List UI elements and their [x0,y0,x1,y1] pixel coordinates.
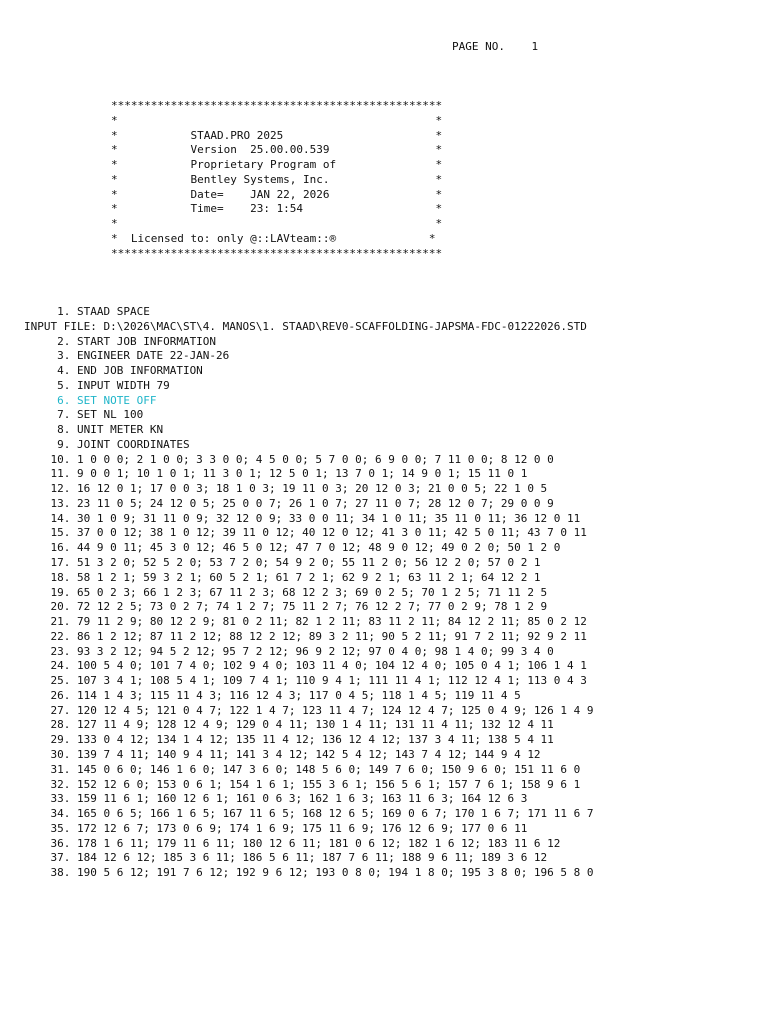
listing-line: 14. 30 1 0 9; 31 11 0 9; 32 12 0 9; 33 0 0 11; 34 1 0 11; 35 11 0 11; 36 12 0 11 [24,511,581,525]
listing-line: 16. 44 9 0 11; 45 3 0 12; 46 5 0 12; 47 7 0 12; 48 9 0 12; 49 0 2 0; 50 1 2 0 [24,541,561,555]
listing-line: 37. 184 12 6 12; 185 3 6 11; 186 5 6 11; 187 7 6 11; 188 9 6 11; 189 3 6 12 [24,851,548,865]
listing-line: 8. UNIT METER KN [24,423,164,437]
listing-line: 21. 79 11 2 9; 80 12 2 9; 81 0 2 11; 82 1 2 11; 83 11 2 11; 84 12 2 11; 85 0 2 12 [24,615,587,629]
banner-line-version: * Version 25.00.00.539 * [111,143,443,157]
banner-line-date: * Date= JAN 22, 2026 * [111,187,443,201]
banner-line-license: * Licensed to: only @::LAVteam::® * [111,231,436,245]
listing-line: 27. 120 12 4 5; 121 0 4 7; 122 1 4 7; 123 11 4 7; 124 12 4 7; 125 0 4 9; 126 1 4 9 [24,703,594,717]
listing-line: 20. 72 12 2 5; 73 0 2 7; 74 1 2 7; 75 11 2 7; 76 12 2 7; 77 0 2 9; 78 1 2 9 [24,600,548,614]
banner-line-vendor: * Bentley Systems, Inc. * [111,172,443,186]
listing-line: 29. 133 0 4 12; 134 1 4 12; 135 11 4 12; 136 12 4 12; 137 3 4 11; 138 5 4 11 [24,733,554,747]
listing-line: 23. 93 3 2 12; 94 5 2 12; 95 7 2 12; 96 9 2 12; 97 0 4 0; 98 1 4 0; 99 3 4 0 [24,644,554,658]
program-banner [111,99,442,261]
listing-line: 33. 159 11 6 1; 160 12 6 1; 161 0 6 3; 162 1 6 3; 163 11 6 3; 164 12 6 3 [24,792,528,806]
listing-line: 26. 114 1 4 3; 115 11 4 3; 116 12 4 3; 117 0 4 5; 118 1 4 5; 119 11 4 5 [24,688,521,702]
listing-line: 11. 9 0 0 1; 10 1 0 1; 11 3 0 1; 12 5 0 1; 13 7 0 1; 14 9 0 1; 15 11 0 1 [24,467,528,481]
listing-line: 4. END JOB INFORMATION [24,364,203,378]
listing-line: 3. ENGINEER DATE 22-JAN-26 [24,349,230,363]
listing-line: 38. 190 5 6 12; 191 7 6 12; 192 9 6 12; 193 0 8 0; 194 1 8 0; 195 3 8 0; 196 5 8 0 [24,866,594,880]
listing-line: 28. 127 11 4 9; 128 12 4 9; 129 0 4 11; 130 1 4 11; 131 11 4 11; 132 12 4 11 [24,718,554,732]
banner-line: * Proprietary Program of * [111,158,443,172]
banner-line-program-name: * STAAD.PRO 2025 * [111,128,443,142]
listing-line: 32. 152 12 6 0; 153 0 6 1; 154 1 6 1; 155 3 6 1; 156 5 6 1; 157 7 6 1; 158 9 6 1 [24,777,581,791]
listing-line: 31. 145 0 6 0; 146 1 6 0; 147 3 6 0; 148 5 6 0; 149 7 6 0; 150 9 6 0; 151 11 6 0 [24,762,581,776]
listing-line: 7. SET NL 100 [24,408,144,422]
page-no-value: 1 [531,40,539,53]
input-echo-listing [24,305,594,881]
listing-line: 15. 37 0 0 12; 38 1 0 12; 39 11 0 12; 40 12 0 12; 41 3 0 11; 42 5 0 11; 43 7 0 11 [24,526,587,540]
listing-line: 18. 58 1 2 1; 59 3 2 1; 60 5 2 1; 61 7 2 1; 62 9 2 1; 63 11 2 1; 64 12 2 1 [24,570,541,584]
banner-line: ************************************************** [111,246,443,260]
page-no-label: PAGE NO. [452,40,505,53]
listing-line: 2. START JOB INFORMATION [24,334,217,348]
listing-line: 10. 1 0 0 0; 2 1 0 0; 3 3 0 0; 4 5 0 0; 5 7 0 0; 6 9 0 0; 7 11 0 0; 8 12 0 0 [24,452,554,466]
listing-line: INPUT FILE: D:\2026\MAC\ST\4. MANOS\1. STAAD\REV0-SCAFFOLDING-JAPSMA-FDC-01222026.STD [24,319,587,333]
listing-line-highlighted: 6. SET NOTE OFF [24,393,157,407]
listing-line: 1. STAAD SPACE [24,305,150,318]
listing-line: 35. 172 12 6 7; 173 0 6 9; 174 1 6 9; 175 11 6 9; 176 12 6 9; 177 0 6 11 [24,821,528,835]
listing-line: 19. 65 0 2 3; 66 1 2 3; 67 11 2 3; 68 12 2 3; 69 0 2 5; 70 1 2 5; 71 11 2 5 [24,585,548,599]
banner-line: * * [111,113,443,127]
page-number-header [452,40,538,54]
listing-line: 12. 16 12 0 1; 17 0 0 3; 18 1 0 3; 19 11 0 3; 20 12 0 3; 21 0 0 5; 22 1 0 5 [24,482,548,496]
listing-line: 5. INPUT WIDTH 79 [24,378,170,392]
banner-line-time: * Time= 23: 1:54 * [111,202,443,216]
listing-line: 9. JOINT COORDINATES [24,437,190,451]
listing-line: 25. 107 3 4 1; 108 5 4 1; 109 7 4 1; 110 9 4 1; 111 11 4 1; 112 12 4 1; 113 0 4 3 [24,674,587,688]
listing-line: 30. 139 7 4 11; 140 9 4 11; 141 3 4 12; 142 5 4 12; 143 7 4 12; 144 9 4 12 [24,747,541,761]
listing-line: 17. 51 3 2 0; 52 5 2 0; 53 7 2 0; 54 9 2 0; 55 11 2 0; 56 12 2 0; 57 0 2 1 [24,556,541,570]
listing-line: 24. 100 5 4 0; 101 7 4 0; 102 9 4 0; 103 11 4 0; 104 12 4 0; 105 0 4 1; 106 1 4 1 [24,659,587,673]
listing-line: 34. 165 0 6 5; 166 1 6 5; 167 11 6 5; 168 12 6 5; 169 0 6 7; 170 1 6 7; 171 11 6 7 [24,807,594,821]
banner-line: ************************************************** [111,99,443,112]
listing-line: 36. 178 1 6 11; 179 11 6 11; 180 12 6 11; 181 0 6 12; 182 1 6 12; 183 11 6 12 [24,836,561,850]
listing-line: 13. 23 11 0 5; 24 12 0 5; 25 0 0 7; 26 1 0 7; 27 11 0 7; 28 12 0 7; 29 0 0 9 [24,496,554,510]
listing-line: 22. 86 1 2 12; 87 11 2 12; 88 12 2 12; 89 3 2 11; 90 5 2 11; 91 7 2 11; 92 9 2 11 [24,629,587,643]
banner-line: * * [111,217,443,231]
